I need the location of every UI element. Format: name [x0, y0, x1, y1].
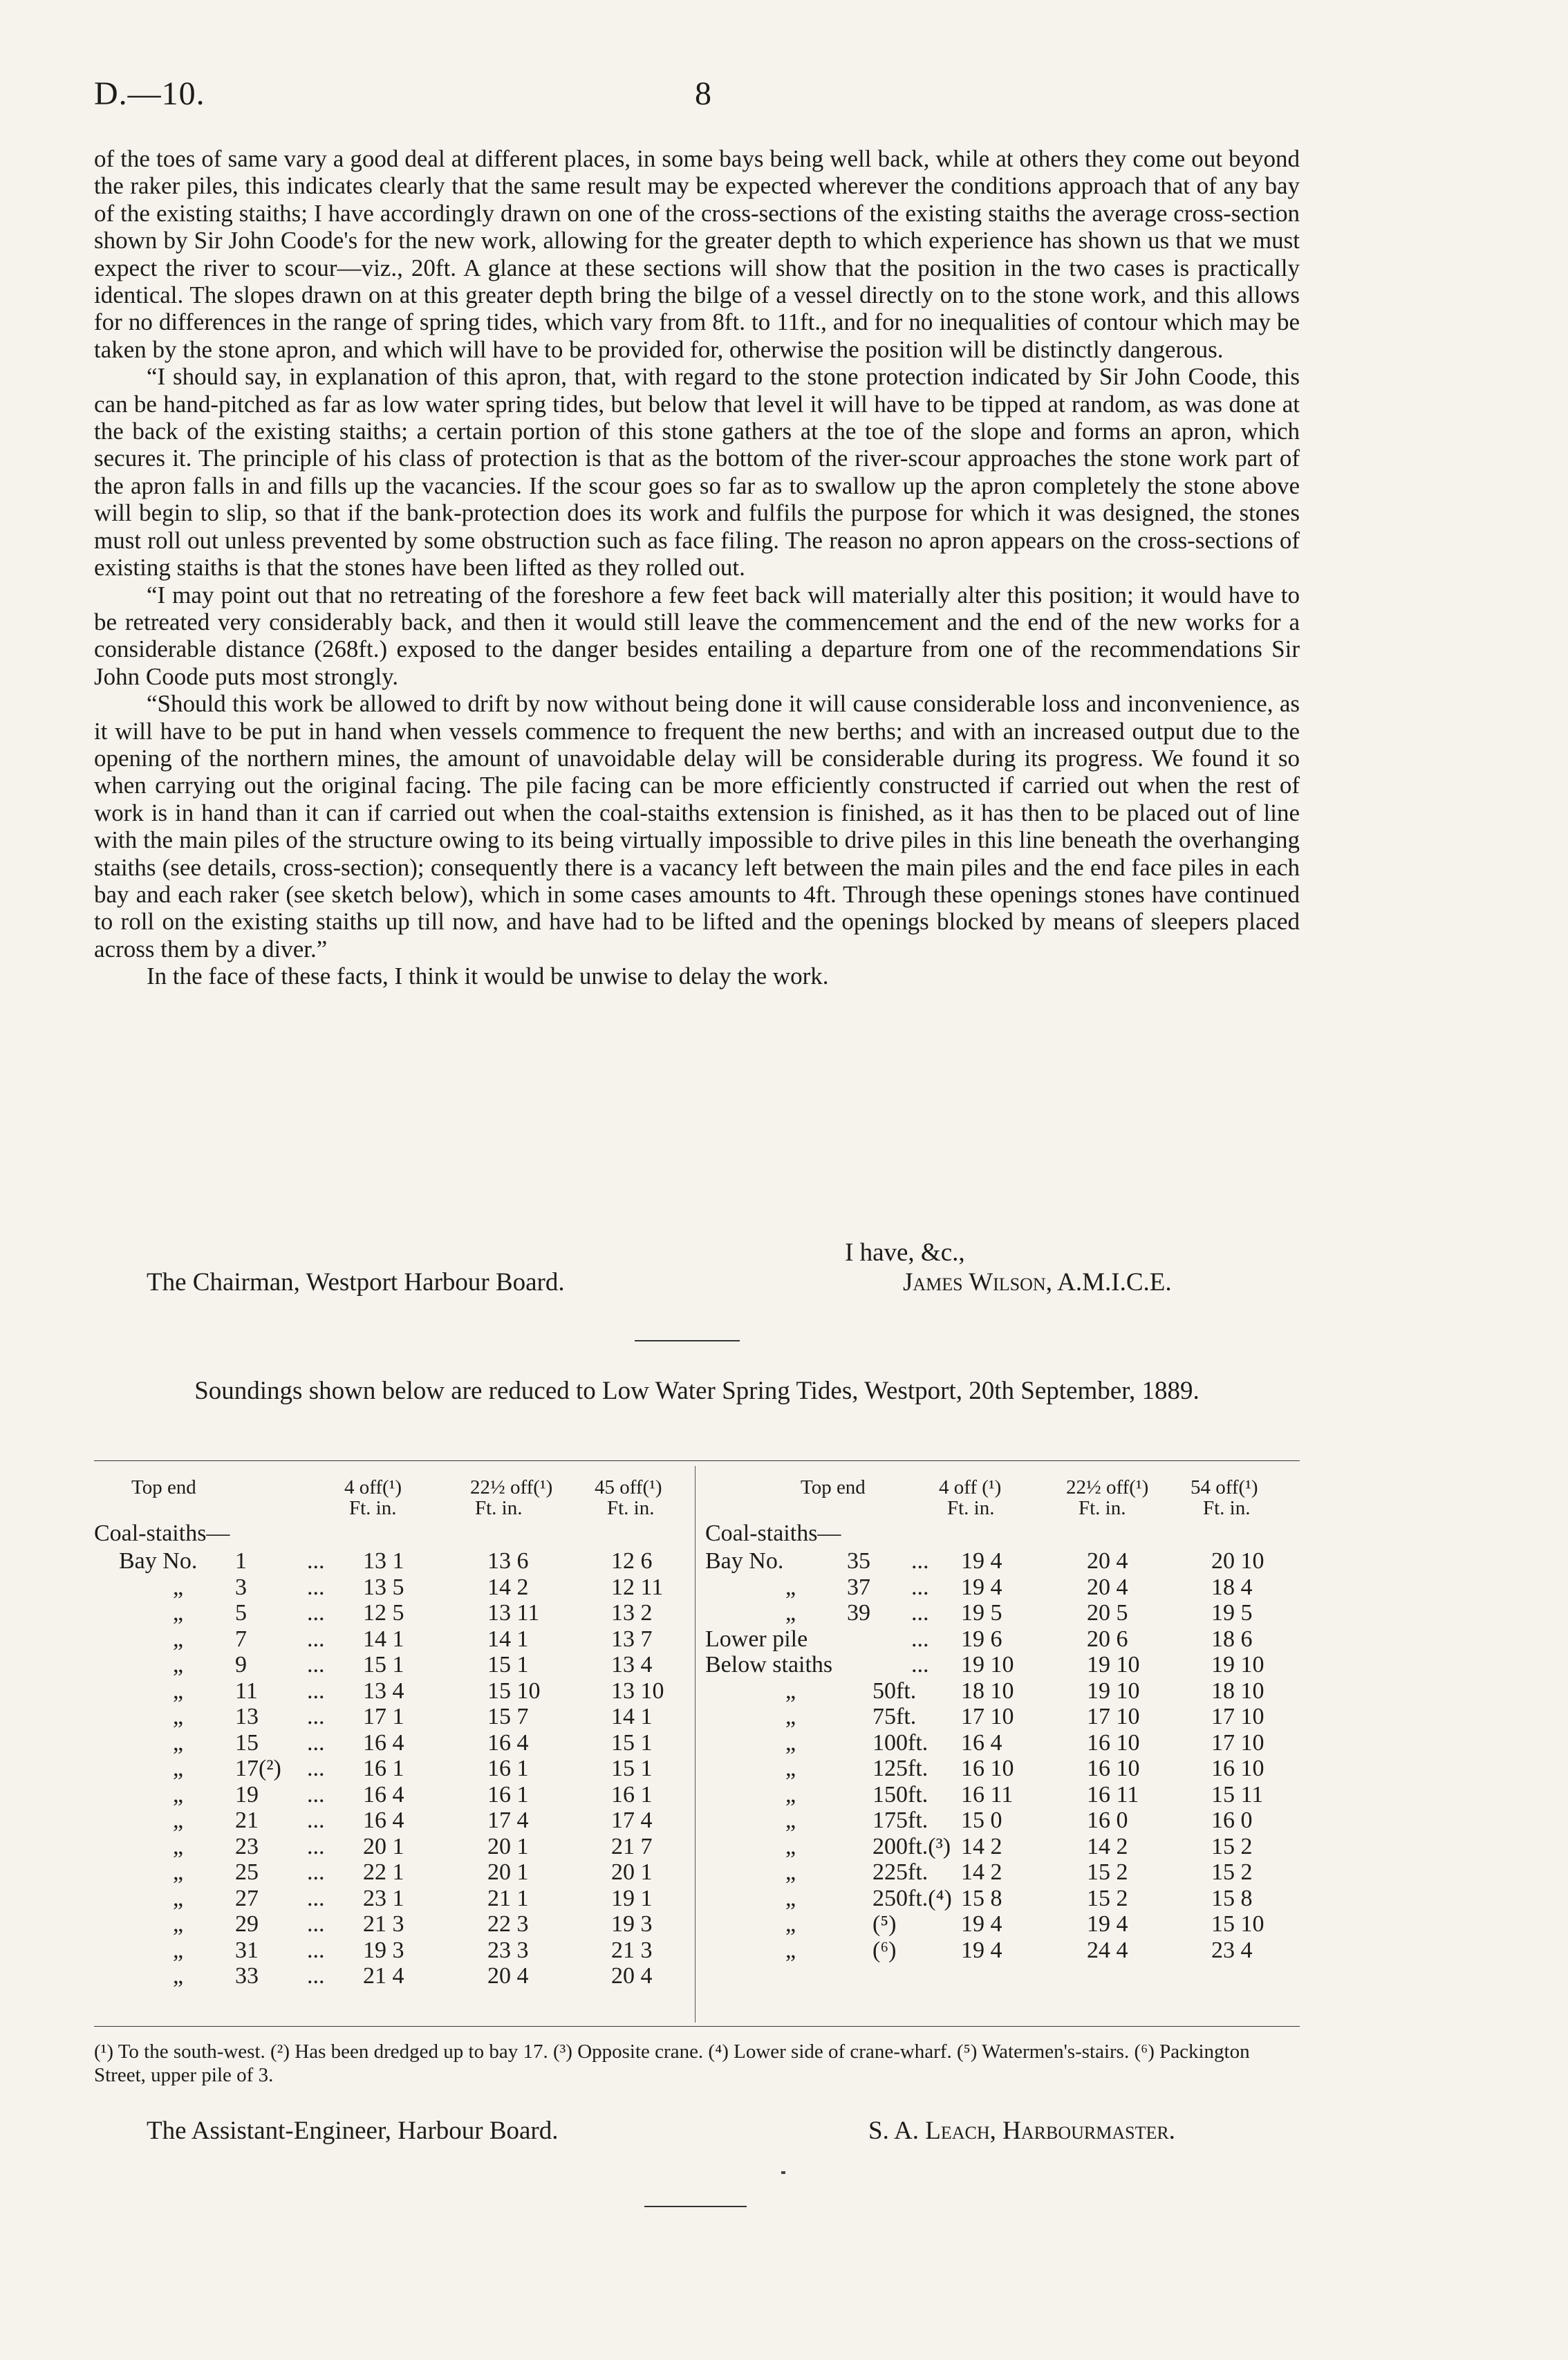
sounding-value: 14 2	[961, 1833, 1002, 1859]
ditto-mark: „	[785, 1781, 796, 1808]
sounding-value: 15 8	[961, 1885, 1002, 1911]
sounding-value: 13 5	[363, 1574, 404, 1600]
sounding-value: 23 3	[487, 1937, 529, 1963]
sounding-value: 20 1	[487, 1859, 529, 1885]
sounding-value: 15 1	[487, 1652, 529, 1678]
sounding-value: 24 4	[1087, 1937, 1128, 1963]
leader-dots: ...	[911, 1574, 929, 1600]
table-top-rule	[94, 1460, 1300, 1461]
sounding-value: 16 11	[1087, 1781, 1139, 1808]
column-header: 45 off(¹)	[595, 1476, 662, 1498]
sounding-value: 16 10	[1087, 1756, 1140, 1781]
sounding-value: 20 4	[611, 1963, 653, 1989]
column-header: 54 off(¹)	[1191, 1476, 1258, 1498]
units-label: Ft. in.	[947, 1497, 995, 1519]
row-label: Bay No.	[119, 1548, 198, 1574]
bay-number: 11	[235, 1678, 258, 1704]
sounding-value: 20 5	[1087, 1600, 1128, 1626]
sounding-value: 16 10	[1211, 1756, 1264, 1781]
paragraph: “I should say, in explanation of this apron, that, with regard to the stone protection indicated by Sir John Coode, this can be hand-pitched as far as low water spring tides, but below that level it will have to be tipped at random, as was done at the back of the existing staiths; a certain portion of this stone gathers at the toe of the slope and forms an apron, which secures it. The principle of his class of protection is that as the bottom of the river-scour approaches the stone work part of the apron falls in and fills up the vacancies. If the scour goes so far as to swallow up the apron completely the stone above will begin to slip, so that if the bank-protection does its work and fulfils the purpose for which it was designed, the stones must roll out unless prevented by some obstruction such as face filing. The reason no apron appears on the cross-sections of existing staiths is that the stones have been lifted as they rolled out.	[94, 363, 1300, 582]
sounding-value: 19 3	[363, 1937, 404, 1963]
sounding-value: 16 10	[1087, 1729, 1140, 1756]
sounding-value: 19 1	[611, 1885, 653, 1911]
leader-dots: ...	[911, 1652, 929, 1678]
bay-number: 21	[235, 1808, 259, 1833]
sounding-value: 16 11	[961, 1781, 1014, 1808]
sounding-value: 15 1	[611, 1756, 653, 1781]
location: 35	[847, 1548, 870, 1574]
sounding-value: 15 2	[1087, 1859, 1128, 1885]
sounding-value: 19 4	[961, 1574, 1002, 1600]
location: 200ft.(³)	[872, 1833, 951, 1859]
ditto-mark: „	[785, 1704, 796, 1729]
column-header: 22½ off(¹)	[1066, 1476, 1149, 1498]
sounding-value: 20 1	[487, 1833, 529, 1859]
sounding-value: 15 2	[1211, 1859, 1253, 1885]
ditto-mark: „	[785, 1729, 796, 1756]
sounding-value: 20 4	[487, 1963, 529, 1989]
sounding-value: 14 1	[611, 1704, 653, 1729]
location: 100ft.	[872, 1729, 928, 1756]
sounding-value: 20 4	[1087, 1548, 1128, 1574]
leader-dots: ...	[307, 1574, 325, 1600]
paragraph: “Should this work be allowed to drift by now without being done it will cause considerable loss and inconvenience, as it will have to be put in hand when vessels commence to frequent the new berths; and with an increased output due to the opening of the northern mines, the amount of unavoidable delay will be considerable during its progress. We found it so when carrying out the original facing. The pile facing can be more efficiently constructed if carried out when the rest of work is in hand than it can if carried out when the coal-staiths extension is finished, as it has then to be placed out of line with the main piles of the structure owing to its being virtually impossible to drive piles in this line beneath the overhanging staiths (see details, cross-section); consequently there is a vacancy left between the main piles and the end face piles in each bay and each raker (see sketch below), which in some cases amounts to 4ft. Through these openings stones have continued to roll on the existing staiths up till now, and have had to be lifted and the openings blocked by means of sleepers placed across them by a diver.”	[94, 690, 1300, 963]
sounding-value: 15 7	[487, 1704, 529, 1729]
leader-dots: ...	[307, 1781, 325, 1808]
ditto-mark: „	[173, 1678, 184, 1704]
header-reference: D.—10.	[94, 75, 205, 112]
bay-number: 5	[235, 1600, 247, 1626]
bay-number: 17(²)	[235, 1756, 281, 1781]
bay-number: 25	[235, 1859, 259, 1885]
sounding-value: 15 8	[1211, 1885, 1253, 1911]
sounding-value: 19 4	[1087, 1911, 1128, 1937]
ditto-mark: „	[173, 1885, 184, 1911]
column-header: 4 off(¹)	[344, 1476, 402, 1498]
sounding-value: 21 3	[363, 1911, 404, 1937]
sounding-value: 16 1	[487, 1756, 529, 1781]
ditto-mark: „	[173, 1652, 184, 1678]
sounding-value: 16 0	[1211, 1808, 1253, 1833]
sounding-value: 14 2	[961, 1859, 1002, 1885]
sounding-value: 13 1	[363, 1548, 404, 1574]
column-header: 4 off (¹)	[939, 1476, 1002, 1498]
sounding-value: 16 1	[611, 1781, 653, 1808]
letter-body	[94, 145, 1300, 990]
sounding-value: 12 6	[611, 1548, 653, 1574]
sounding-value: 15 2	[1211, 1833, 1253, 1859]
sounding-value: 15 1	[611, 1729, 653, 1756]
sounding-value: 13 6	[487, 1548, 529, 1574]
column-header: 22½ off(¹)	[470, 1476, 553, 1498]
sounding-value: 17 10	[961, 1704, 1014, 1729]
bay-number: 31	[235, 1937, 259, 1963]
units-label: Ft. in.	[349, 1497, 397, 1519]
sounding-value: 22 3	[487, 1911, 529, 1937]
sounding-value: 15 1	[363, 1652, 404, 1678]
sounding-value: 19 10	[1211, 1652, 1264, 1678]
sounding-value: 14 2	[487, 1574, 529, 1600]
location: 75ft.	[872, 1704, 917, 1729]
sounding-value: 20 6	[1087, 1626, 1128, 1652]
soundings-title: Soundings shown below are reduced to Low Water Spring Tides, Westport, 20th September, 1889.	[194, 1377, 1200, 1405]
location: 250ft.(⁴)	[872, 1885, 952, 1911]
sounding-value: 18 6	[1211, 1626, 1253, 1652]
row-label: Lower pile	[705, 1626, 808, 1652]
location: 150ft.	[872, 1781, 928, 1808]
harbourmaster-name: S. A. Leach, Harbourmaster.	[868, 2117, 1175, 2145]
bay-number: 27	[235, 1885, 259, 1911]
leader-dots: ...	[307, 1911, 325, 1937]
sounding-value: 21 1	[487, 1885, 529, 1911]
sounding-value: 19 10	[1087, 1652, 1140, 1678]
ditto-mark: „	[785, 1833, 796, 1859]
sounding-value: 21 3	[611, 1937, 653, 1963]
location: 39	[847, 1600, 870, 1626]
sounding-value: 20 10	[1211, 1548, 1264, 1574]
sounding-value: 17 1	[363, 1704, 404, 1729]
sounding-value: 19 3	[611, 1911, 653, 1937]
sounding-value: 18 4	[1211, 1574, 1253, 1600]
units-label: Ft. in.	[1079, 1497, 1126, 1519]
ditto-mark: „	[173, 1574, 184, 1600]
sounding-value: 15 10	[487, 1678, 541, 1704]
units-label: Ft. in.	[607, 1497, 655, 1519]
sounding-value: 15 11	[1211, 1781, 1264, 1808]
bay-number: 3	[235, 1574, 247, 1600]
ditto-mark: „	[173, 1963, 184, 1989]
location: 125ft.	[872, 1756, 928, 1781]
sounding-value: 17 4	[611, 1808, 653, 1833]
bay-number: 29	[235, 1911, 259, 1937]
sounding-value: 16 10	[961, 1756, 1014, 1781]
ditto-mark: „	[173, 1781, 184, 1808]
location: 175ft.	[872, 1808, 928, 1833]
ditto-mark: „	[173, 1808, 184, 1833]
table-bottom-rule	[94, 2026, 1300, 2027]
leader-dots: ...	[307, 1756, 325, 1781]
section-label: Coal-staiths—	[94, 1521, 230, 1546]
sounding-value: 19 4	[961, 1548, 1002, 1574]
paragraph: “I may point out that no retreating of the foreshore a few feet back will materially alter this position; it would have to be retreated very considerably back, and then it would still leave the commencement and the end of the new works for a considerable distance (268ft.) exposed to the danger besides entailing a departure from one of the recommendations Sir John Coode puts most strongly.	[94, 581, 1300, 690]
sounding-value: 19 10	[1087, 1678, 1140, 1704]
sounding-value: 16 1	[363, 1756, 404, 1781]
ditto-mark: „	[173, 1704, 184, 1729]
bay-number: 33	[235, 1963, 259, 1989]
sounding-value: 16 4	[363, 1729, 404, 1756]
sounding-value: 13 7	[611, 1626, 653, 1652]
sounding-value: 23 4	[1211, 1937, 1253, 1963]
column-header: Top end	[131, 1476, 196, 1498]
section-label: Coal-staiths—	[705, 1521, 841, 1546]
addressee: The Chairman, Westport Harbour Board.	[147, 1268, 565, 1297]
bay-number: 19	[235, 1781, 259, 1808]
leader-dots: ...	[307, 1548, 325, 1574]
footer-left: The Assistant-Engineer, Harbour Board.	[147, 2117, 559, 2145]
sounding-value: 13 10	[611, 1678, 664, 1704]
bay-number: 9	[235, 1652, 247, 1678]
sounding-value: 16 1	[487, 1781, 529, 1808]
sounding-value: 19 6	[961, 1626, 1002, 1652]
leader-dots: ...	[307, 1626, 325, 1652]
sounding-value: 18 10	[961, 1678, 1014, 1704]
leader-dots: ...	[307, 1963, 325, 1989]
leader-dots: ...	[307, 1678, 325, 1704]
sounding-value: 12 5	[363, 1600, 404, 1626]
ditto-mark: „	[785, 1600, 796, 1626]
ornament-dot	[781, 2171, 785, 2174]
row-label: Below staiths	[705, 1652, 833, 1678]
leader-dots: ...	[911, 1548, 929, 1574]
ditto-mark: „	[785, 1885, 796, 1911]
row-label: Bay No.	[705, 1548, 784, 1574]
sounding-value: 17 4	[487, 1808, 529, 1833]
location: 37	[847, 1574, 870, 1600]
footnotes: (¹) To the south-west. (²) Has been dredged up to bay 17. (³) Opposite crane. (⁴) Lower side of crane-wharf. (⁵) Watermen's-stairs. (⁶) Packington Street, upper pile of 3.	[94, 2041, 1250, 2086]
signature: James Wilson, A.M.I.C.E.	[903, 1268, 1172, 1297]
bay-number: 7	[235, 1626, 247, 1652]
leader-dots: ...	[307, 1652, 325, 1678]
leader-dots: ...	[307, 1600, 325, 1626]
units-label: Ft. in.	[475, 1497, 523, 1519]
location: (⁵)	[872, 1911, 897, 1937]
end-rule	[644, 2206, 747, 2207]
sounding-value: 15 10	[1211, 1911, 1264, 1937]
sounding-value: 19 4	[961, 1911, 1002, 1937]
ditto-mark: „	[785, 1574, 796, 1600]
sounding-value: 20 4	[1087, 1574, 1128, 1600]
sounding-value: 16 4	[363, 1781, 404, 1808]
ditto-mark: „	[785, 1937, 796, 1963]
sounding-value: 14 1	[363, 1626, 404, 1652]
sounding-value: 15 2	[1087, 1885, 1128, 1911]
closing: I have, &c.,	[845, 1238, 965, 1267]
leader-dots: ...	[307, 1833, 325, 1859]
leader-dots: ...	[911, 1600, 929, 1626]
leader-dots: ...	[307, 1937, 325, 1963]
sounding-value: 16 4	[363, 1808, 404, 1833]
leader-dots: ...	[307, 1859, 325, 1885]
table-divider	[695, 1466, 696, 2023]
sounding-value: 17 10	[1211, 1729, 1264, 1756]
ditto-mark: „	[173, 1833, 184, 1859]
bay-number: 1	[235, 1548, 247, 1574]
ditto-mark: „	[785, 1678, 796, 1704]
ditto-mark: „	[173, 1911, 184, 1937]
sounding-value: 20 1	[611, 1859, 653, 1885]
sounding-value: 14 1	[487, 1626, 529, 1652]
ditto-mark: „	[173, 1937, 184, 1963]
sounding-value: 13 4	[611, 1652, 653, 1678]
units-label: Ft. in.	[1203, 1497, 1251, 1519]
paragraph: In the face of these facts, I think it would be unwise to delay the work.	[147, 963, 829, 990]
sounding-value: 19 4	[961, 1937, 1002, 1963]
ditto-mark: „	[173, 1756, 184, 1781]
sounding-value: 22 1	[363, 1859, 404, 1885]
leader-dots: ...	[307, 1704, 325, 1729]
bay-number: 15	[235, 1729, 259, 1756]
sounding-value: 12 11	[611, 1574, 664, 1600]
sounding-value: 17 10	[1087, 1704, 1140, 1729]
ditto-mark: „	[785, 1859, 796, 1885]
sounding-value: 13 4	[363, 1678, 404, 1704]
sounding-value: 16 4	[961, 1729, 1002, 1756]
sounding-value: 19 5	[961, 1600, 1002, 1626]
column-header: Top end	[801, 1476, 866, 1498]
location: (⁶)	[872, 1937, 897, 1963]
ditto-mark: „	[173, 1729, 184, 1756]
separator-rule	[635, 1340, 740, 1341]
ditto-mark: „	[785, 1911, 796, 1937]
location: 50ft.	[872, 1678, 917, 1704]
sounding-value: 16 4	[487, 1729, 529, 1756]
sounding-value: 20 1	[363, 1833, 404, 1859]
leader-dots: ...	[307, 1885, 325, 1911]
sounding-value: 16 0	[1087, 1808, 1128, 1833]
ditto-mark: „	[173, 1859, 184, 1885]
leader-dots: ...	[911, 1626, 929, 1652]
leader-dots: ...	[307, 1729, 325, 1756]
location: 225ft.	[872, 1859, 928, 1885]
sounding-value: 19 10	[961, 1652, 1014, 1678]
footer-right	[868, 2116, 1175, 2146]
sounding-value: 21 7	[611, 1833, 653, 1859]
leader-dots: ...	[307, 1808, 325, 1833]
ditto-mark: „	[785, 1756, 796, 1781]
sounding-value: 21 4	[363, 1963, 404, 1989]
sounding-value: 13 11	[487, 1600, 540, 1626]
ditto-mark: „	[173, 1626, 184, 1652]
sounding-value: 18 10	[1211, 1678, 1264, 1704]
page-number: 8	[695, 75, 712, 112]
ditto-mark: „	[173, 1600, 184, 1626]
bay-number: 13	[235, 1704, 259, 1729]
sounding-value: 19 5	[1211, 1600, 1253, 1626]
sounding-value: 14 2	[1087, 1833, 1128, 1859]
bay-number: 23	[235, 1833, 259, 1859]
paragraph: of the toes of same vary a good deal at different places, in some bays being well back, while at others they come out beyond the raker piles, this indicates clearly that the same result may be expected wherever the conditions approach that of any bay of the existing staiths; I have accordingly drawn on one of the cross-sections of the existing staiths the average cross-section shown by Sir John Coode's for the new work, allowing for the greater depth to which experience has shown us that we must expect the river to scour—viz., 20ft. A glance at these sections will show that the position in the two cases is practically identical. The slopes drawn on at this greater depth bring the bilge of a vessel directly on to the stone work, and this allows for no differences in the range of spring tides, which vary from 8ft. to 11ft., and for no inequalities of contour which may be taken by the stone apron, and which will have to be provided for, otherwise the position will be distinctly dangerous.	[94, 145, 1300, 363]
ditto-mark: „	[785, 1808, 796, 1833]
sounding-value: 15 0	[961, 1808, 1002, 1833]
sounding-value: 23 1	[363, 1885, 404, 1911]
sounding-value: 17 10	[1211, 1704, 1264, 1729]
sounding-value: 13 2	[611, 1600, 653, 1626]
